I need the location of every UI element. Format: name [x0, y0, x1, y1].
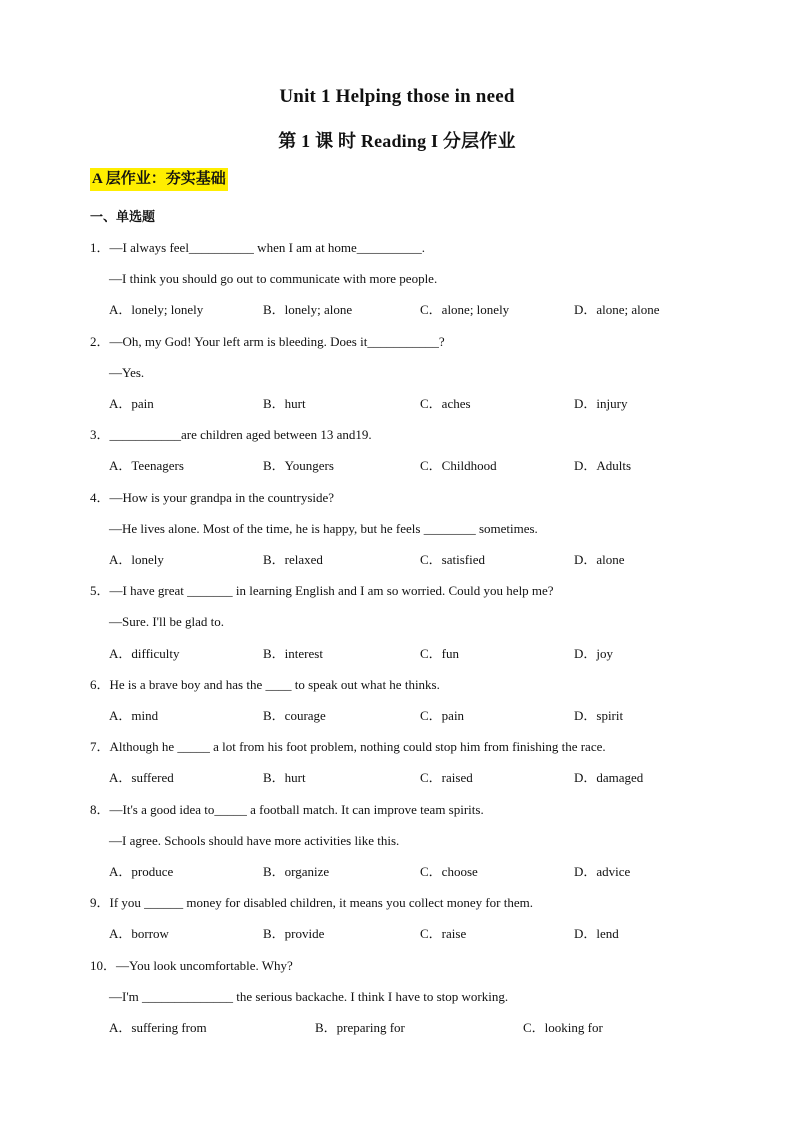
answer-option[interactable]: A．produce	[109, 864, 174, 879]
answer-option[interactable]: C．looking for	[523, 1020, 603, 1035]
question-number: 8．	[90, 801, 110, 817]
question-number: 10．	[90, 957, 117, 973]
answer-option[interactable]: B．lonely; alone	[263, 302, 353, 318]
answer-option[interactable]: C．aches	[420, 396, 471, 411]
question-line-text: —It's a good idea to_____ a football match. It can improve team spirits.	[109, 801, 484, 817]
question-text	[90, 334, 445, 350]
question-line-text: —Yes.	[109, 364, 145, 380]
question-number: 1．	[90, 240, 110, 255]
question-dialogue-line	[109, 521, 538, 537]
question-line-text: ___________are children aged between 13 and19.	[109, 427, 372, 443]
answer-option[interactable]: B．Youngers	[263, 458, 334, 474]
question-number: 9．	[90, 895, 110, 911]
question-line-text: —I think you should go out to communicate with more people.	[109, 271, 438, 287]
answer-option[interactable]: C．alone; lonely	[420, 302, 510, 318]
answer-option[interactable]: C．raise	[420, 926, 467, 942]
answer-option[interactable]: B．courage	[263, 708, 326, 723]
question-number: 4．	[90, 489, 110, 505]
answer-option[interactable]: D．injury	[574, 396, 628, 411]
question-text	[90, 802, 484, 818]
answer-option[interactable]: B．organize	[263, 864, 330, 879]
question-dialogue-line	[109, 614, 224, 630]
question-line-text: —I have great _______ in learning English and I am so worried. Could you help me?	[109, 583, 554, 599]
answer-option[interactable]: C．Childhood	[420, 458, 497, 474]
question-text	[90, 583, 554, 599]
answer-option[interactable]: C．choose	[420, 864, 478, 879]
answer-option[interactable]: C．fun	[420, 645, 460, 661]
question-line-text: —You look uncomfortable. Why?	[116, 957, 293, 973]
question-line-text: —Oh, my God! Your left arm is bleeding. Does it___________?	[109, 333, 445, 349]
question-number: 3．	[90, 427, 110, 443]
answer-option[interactable]: B．preparing for	[315, 1020, 405, 1035]
answer-option[interactable]: B．relaxed	[263, 552, 323, 567]
question-dialogue-line	[109, 989, 508, 1005]
answer-option[interactable]: D．spirit	[574, 708, 624, 723]
answer-option[interactable]: A．mind	[109, 708, 159, 723]
question-dialogue-line	[109, 833, 399, 849]
question-line-text: —He lives alone. Most of the time, he is happy, but he feels ________ sometimes.	[109, 520, 538, 536]
answer-option[interactable]: D．Adults	[574, 458, 632, 474]
question-line-text: He is a brave boy and has the ____ to speak out what he thinks.	[109, 676, 440, 692]
question-text	[90, 490, 334, 506]
answer-option[interactable]: B．provide	[263, 926, 325, 942]
part-heading: 一、单选题	[90, 209, 156, 224]
question-line-text: —I agree. Schools should have more activities like this.	[109, 832, 400, 848]
question-line-text: —Sure. I'll be glad to.	[109, 614, 224, 630]
answer-option[interactable]: A．suffering from	[109, 1020, 207, 1035]
question-line-text: —I always feel__________ when I am at home__________.	[109, 240, 426, 255]
answer-option[interactable]: A．pain	[109, 396, 154, 411]
answer-option[interactable]: A．difficulty	[109, 645, 180, 661]
question-text	[90, 677, 440, 693]
answer-option[interactable]: A．Teenagers	[109, 458, 184, 474]
question-text	[90, 958, 293, 974]
answer-option[interactable]: C．satisfied	[420, 552, 485, 567]
answer-option[interactable]: C．pain	[420, 708, 465, 723]
answer-option[interactable]: B．hurt	[263, 396, 306, 411]
question-text	[90, 427, 372, 443]
answer-option[interactable]: A．suffered	[109, 770, 174, 786]
question-number: 7．	[90, 739, 110, 755]
answer-option[interactable]: A．lonely; lonely	[109, 302, 204, 318]
question-number: 2．	[90, 333, 110, 349]
question-line-text: —How is your grandpa in the countryside?	[109, 489, 335, 505]
answer-option[interactable]: B．interest	[263, 645, 323, 661]
question-number: 5．	[90, 583, 110, 599]
section-a-heading: A 层作业：夯实基础	[90, 168, 228, 191]
answer-option[interactable]: A．lonely	[109, 552, 164, 567]
answer-option[interactable]: B．hurt	[263, 770, 306, 786]
document-subtitle: 第 1 课 时 Reading I 分层作业	[278, 131, 516, 151]
answer-option[interactable]: D．damaged	[574, 770, 644, 786]
answer-option[interactable]: D．advice	[574, 864, 631, 879]
answer-option[interactable]: C．raised	[420, 770, 473, 786]
question-line-text: If you ______ money for disabled children, it means you collect money for them.	[109, 895, 533, 911]
answer-option[interactable]: D．joy	[574, 645, 614, 661]
question-dialogue-line	[109, 271, 437, 287]
question-line-text: Although he _____ a lot from his foot problem, nothing could stop him from finishing the race.	[109, 739, 606, 755]
answer-option[interactable]: D．alone; alone	[574, 302, 660, 318]
question-line-text: —I'm ______________ the serious backache. I think I have to stop working.	[109, 988, 509, 1004]
question-number: 6．	[90, 676, 110, 692]
document-title: Unit 1 Helping those in need	[279, 86, 515, 107]
answer-option[interactable]: D．alone	[574, 552, 625, 567]
question-dialogue-line	[109, 365, 144, 381]
answer-option[interactable]: D．lend	[574, 926, 619, 942]
question-text	[90, 240, 425, 256]
answer-option[interactable]: A．borrow	[109, 926, 169, 942]
question-text	[90, 895, 533, 911]
question-text	[90, 739, 606, 755]
